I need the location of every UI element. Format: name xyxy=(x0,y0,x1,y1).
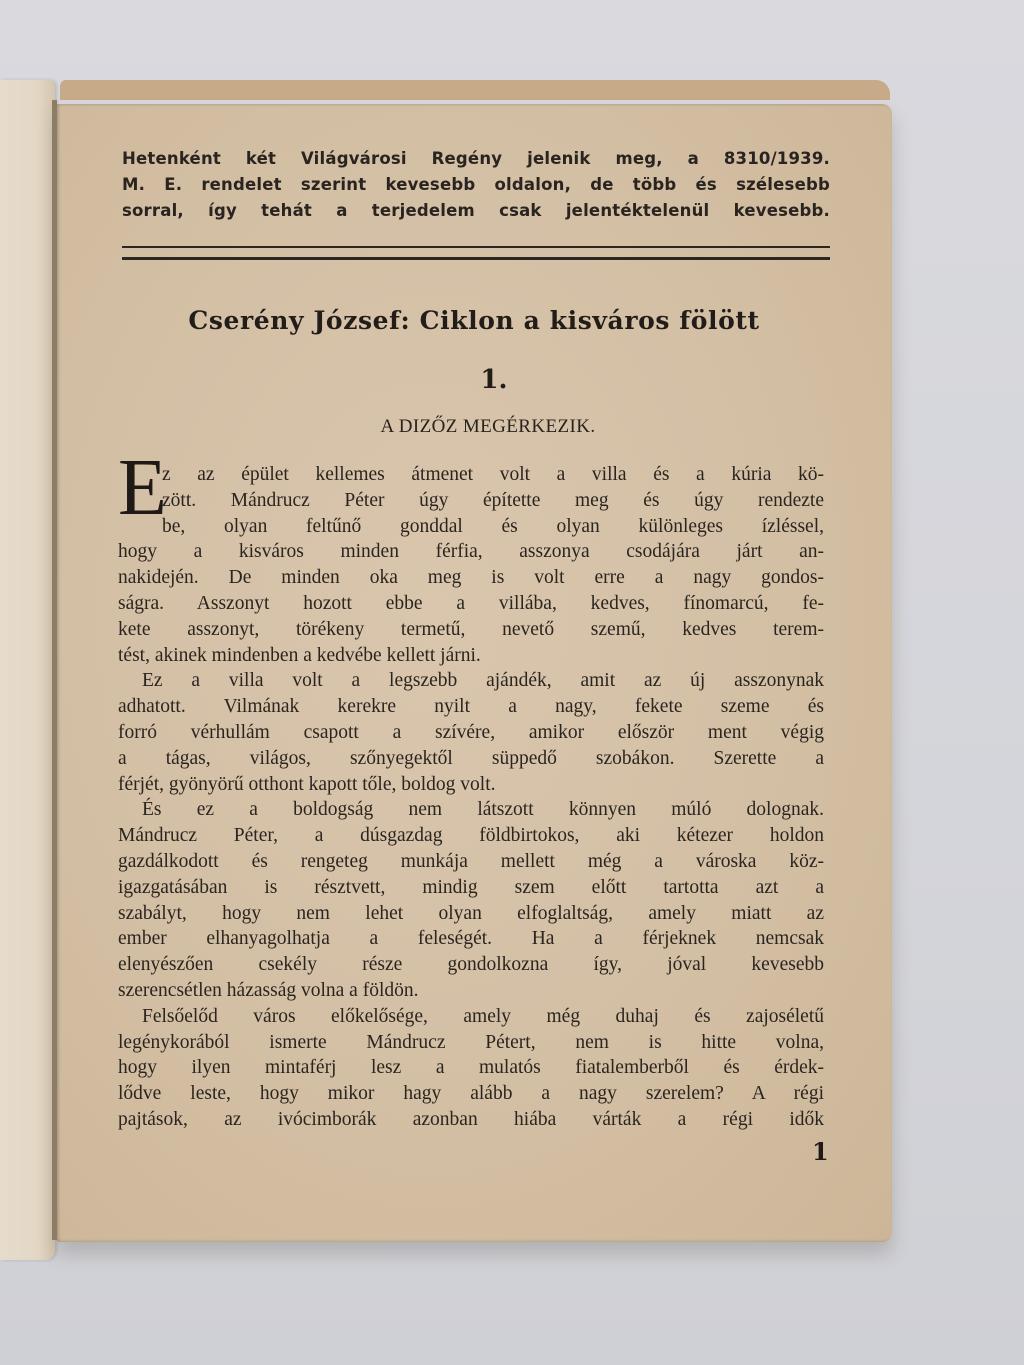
double-rule-divider xyxy=(122,246,830,260)
text-line: ságra. Asszonyt hozott ebbe a villába, kedves, fínomarcú, fe- xyxy=(118,592,824,614)
notice-line: Hetenként két Világvárosi Regény jelenik meg, a 8310/1939. xyxy=(122,149,830,168)
text-line: hogy ilyen mintaférj lesz a mulatós fiatalemberből és érdek- xyxy=(118,1057,824,1079)
text-line: Mándrucz Péter, a dúsgazdag földbirtokos, aki kétezer holdon xyxy=(118,825,824,847)
book-title: Cserény József: Ciklon a kisváros fölött xyxy=(188,306,760,335)
text-line: igazgatásában is résztvett, mindig szem előtt tartotta azt a xyxy=(118,876,824,898)
publication-notice xyxy=(122,146,830,224)
notice-line: M. E. rendelet szerint kevesebb oldalon, de több és szélesebb xyxy=(122,175,830,194)
page-gutter xyxy=(52,100,57,1240)
text-line: pajtások, az ivócimborák azonban hiába várták a régi idők xyxy=(118,1108,824,1130)
text-line: a tágas, világos, szőnyegektől süppedő szobákon. Szerette a xyxy=(118,747,824,769)
text-line: zött. Mándrucz Péter úgy építette meg és úgy rendezte xyxy=(162,489,824,511)
text-line: Ez a villa volt a legszebb ajándék, amit az új asszonynak xyxy=(142,670,824,692)
text-line: férjét, gyönyörű otthont kapott tőle, boldog volt. xyxy=(118,773,496,795)
notice-line: sorral, így tehát a terjedelem csak jelentéktelenül kevesebb. xyxy=(122,201,830,220)
drop-cap: E xyxy=(118,444,167,532)
text-line: ember elhanyagolhatja a feleségét. Ha a férjeknek nemcsak xyxy=(118,928,824,950)
text-line: Felsőelőd város előkelősége, amely még duhaj és zajoséletű xyxy=(142,1005,824,1027)
facing-page-edge xyxy=(0,80,55,1260)
page-stack-edge xyxy=(60,80,890,100)
text-line: tést, akinek mindenben a kedvébe kellett járni. xyxy=(118,644,481,666)
text-line: z az épület kellemes átmenet volt a villa és a kúria kö- xyxy=(162,464,824,485)
text-line: adhatott. Vilmának kerekre nyilt a nagy, fekete szeme és xyxy=(118,696,824,718)
text-line: be, olyan feltűnő gonddal és olyan különleges ízléssel, xyxy=(162,515,824,537)
body-text xyxy=(118,462,824,1133)
text-line: gazdálkodott és rengeteg munkája mellett még a városka köz- xyxy=(118,850,824,872)
chapter-heading: A DIZŐZ MEGÉRKEZIK. xyxy=(380,416,596,437)
chapter-number: 1. xyxy=(480,365,508,395)
text-line: elenyészően csekély része gondolkozna így, jóval kevesebb xyxy=(118,954,824,976)
text-line: És ez a boldogság nem látszott könnyen múló dolognak. xyxy=(142,799,824,821)
text-line: szabályt, hogy nem lehet olyan elfoglaltság, amely miatt az xyxy=(118,902,824,924)
page-number: 1 xyxy=(812,1137,829,1166)
text-line: lődve leste, hogy mikor hagy alább a nagy szerelem? A régi xyxy=(118,1083,824,1105)
text-line: legénykorából ismerte Mándrucz Pétert, nem is hitte volna, xyxy=(118,1031,824,1053)
text-line: forró vérhullám csapott a szívére, amikor először ment végig xyxy=(118,721,824,743)
text-line: kete asszonyt, törékeny termetű, nevető szemű, kedves terem- xyxy=(118,618,824,640)
text-line: nakidején. De minden oka meg is volt erre a nagy gondos- xyxy=(118,567,824,589)
text-line: hogy a kisváros minden férfia, asszonya csodájára járt an- xyxy=(118,541,824,563)
text-line: szerencsétlen házasság volna a földön. xyxy=(118,979,419,1001)
